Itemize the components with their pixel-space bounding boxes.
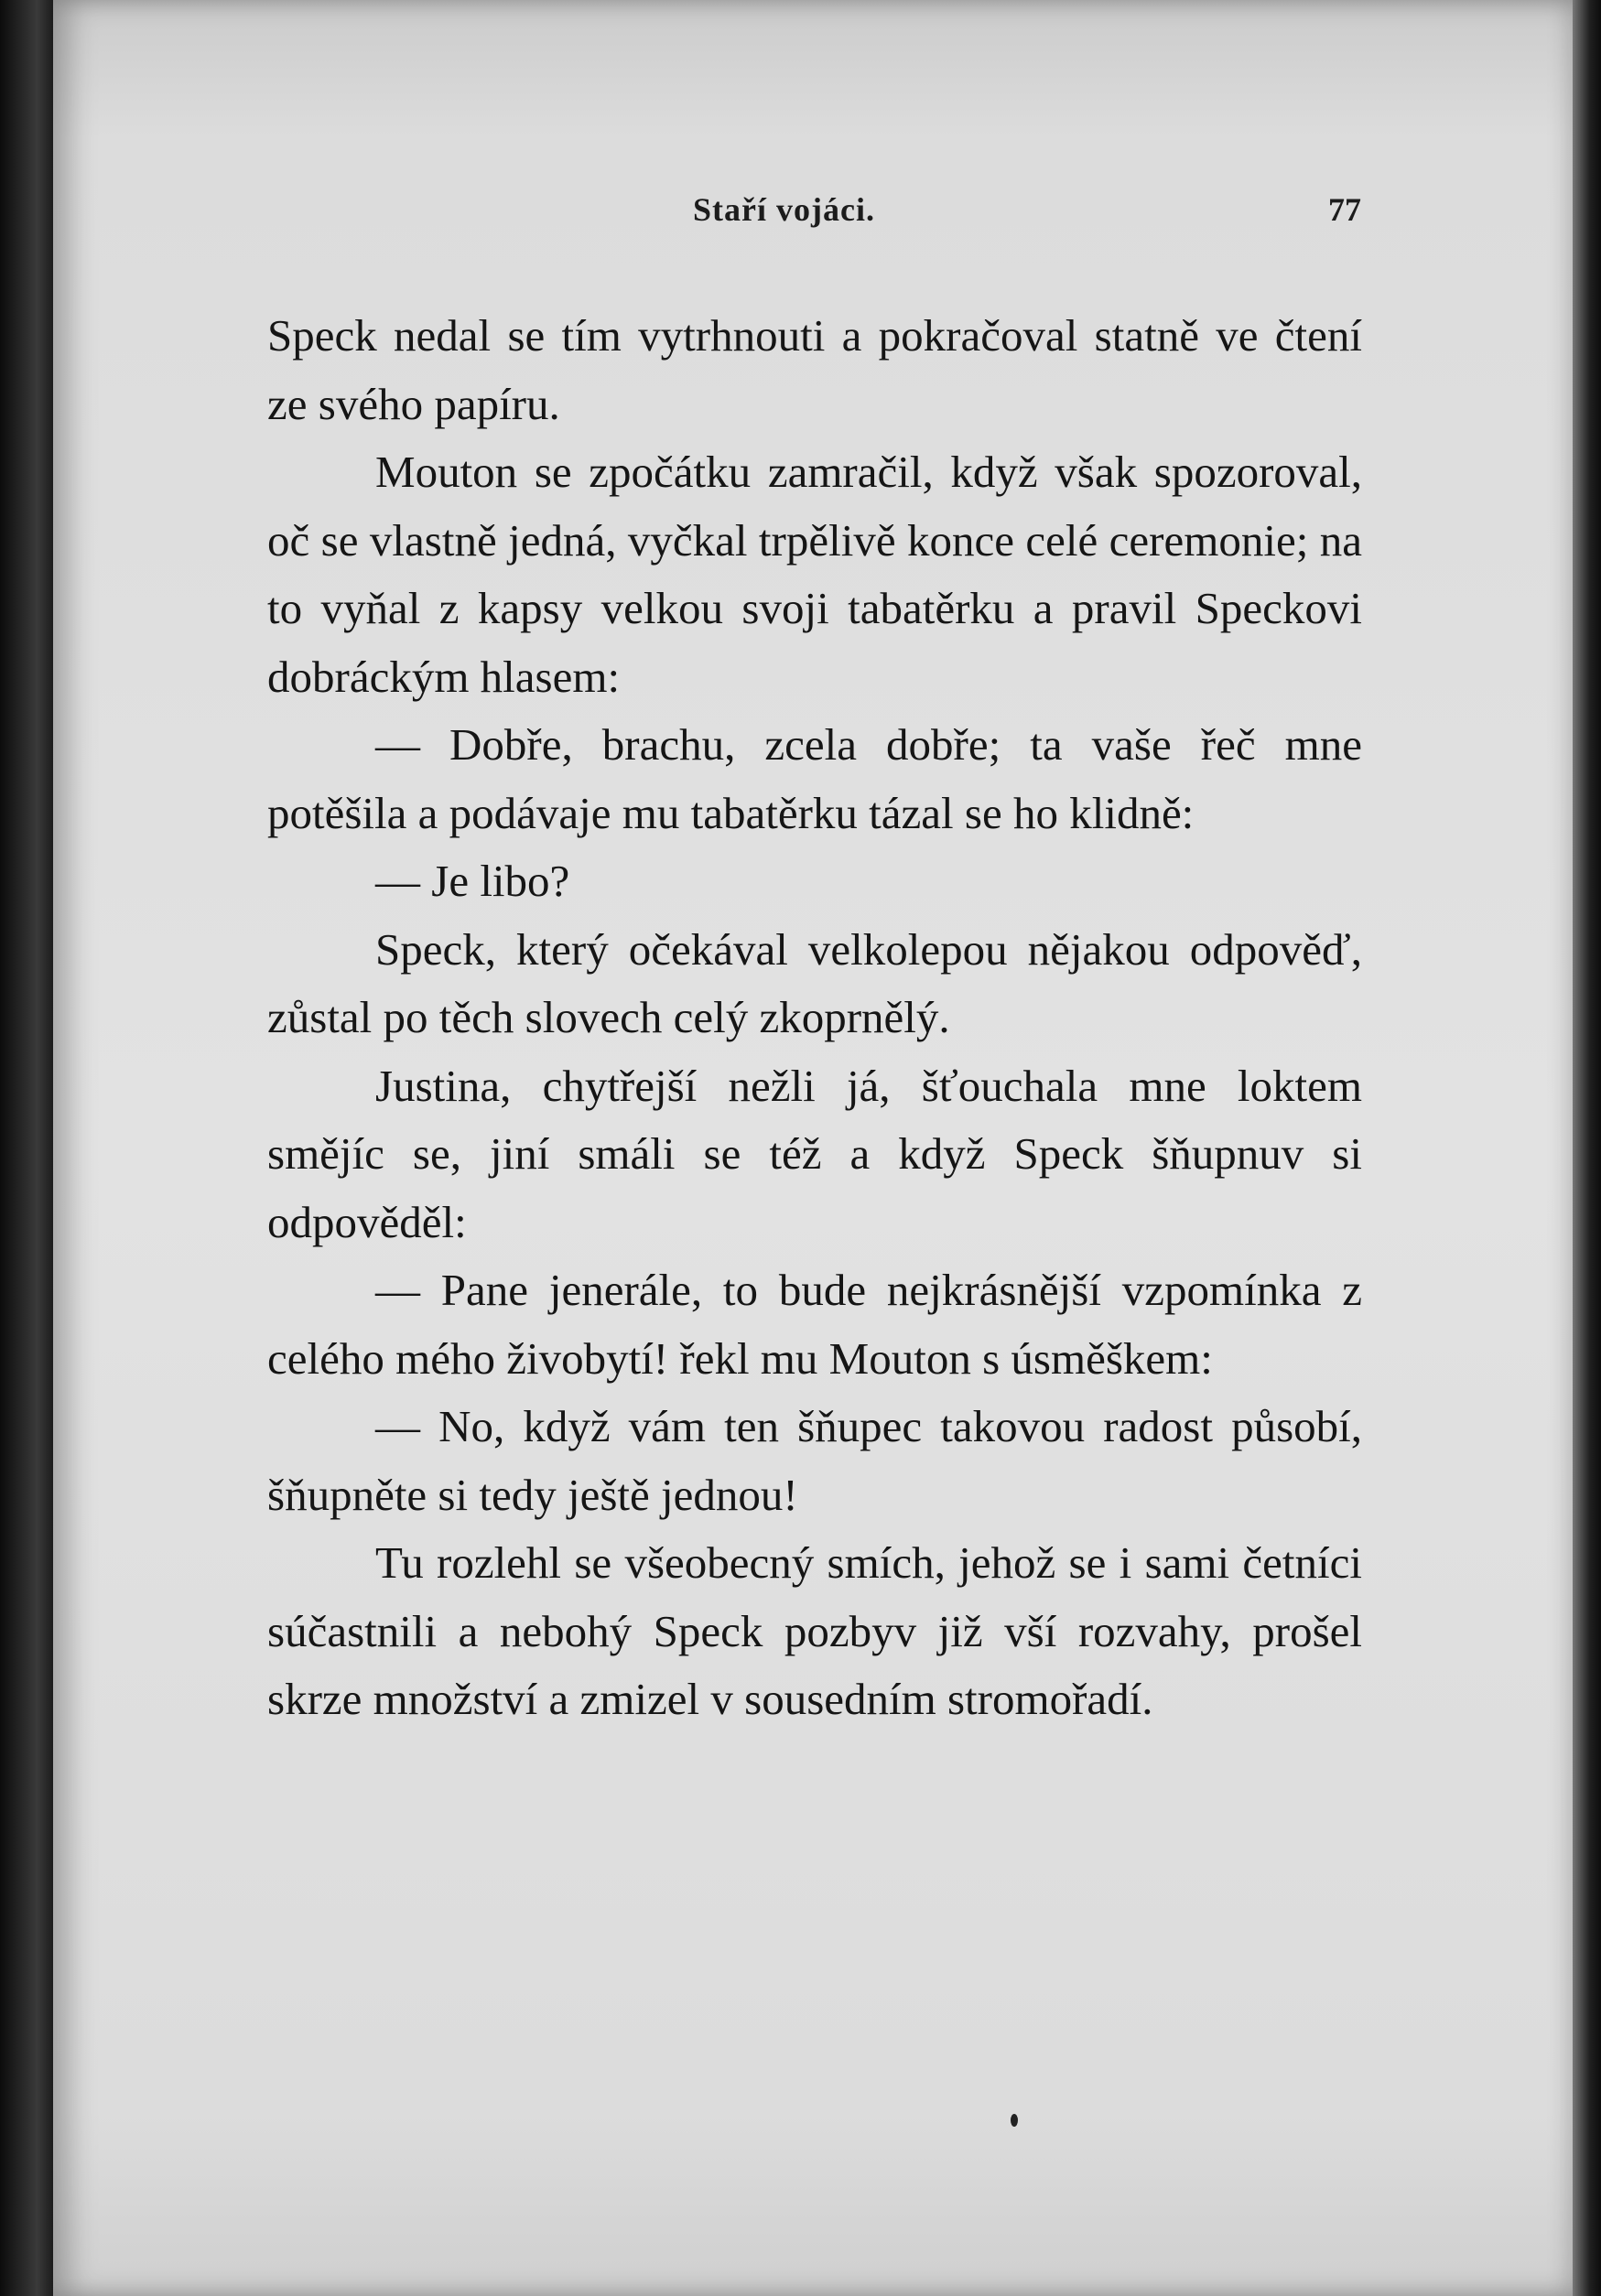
paragraph: — No, když vám ten šňupec takovou radost působí, šňupněte si tedy ještě jednou! (267, 1401, 1362, 1520)
page-right-edge (1573, 0, 1601, 2296)
page-header (693, 190, 1361, 236)
paragraph: Justina, chytřejší nežli já, šťouchala mne loktem smějíc se, jiní smáli se též a když Speck šňupnuv si odpověděl: (267, 1060, 1362, 1247)
page-number: 77 (1328, 191, 1361, 228)
paragraph: — Dobře, brachu, zcela dobře; ta vaše řeč mne potěšila a podávaje mu tabatěrku tázal se ho klidně: (267, 719, 1362, 838)
running-head: Staří vojáci. (693, 191, 875, 228)
paragraph: Speck, který očekával velkolepou nějakou odpověď, zůstal po těch slovech celý zkoprnělý. (267, 923, 1362, 1042)
paragraph: — Je libo? (375, 856, 570, 906)
ink-speck (1011, 2114, 1018, 2127)
paragraph: Tu rozlehl se všeobecný smích, jehož se i sami četníci súčastnili a nebohý Speck pozbyv již vší rozvahy, prošel skrze množství a zmizel v sousedním stromořadí. (267, 1537, 1362, 1724)
book-spine-shadow (0, 0, 53, 2296)
paragraph: Mouton se zpočátku zamračil, když však spozoroval, oč se vlastně jedná, vyčkal trpělivě konce celé ceremonie; na to vyňal z kapsy velkou svoji tabatěrku a pravil Speckovi dobráckým hlasem: (267, 447, 1362, 702)
body-text (267, 302, 1362, 1734)
paragraph: Speck nedal se tím vytrhnouti a pokračoval statně ve čtení ze svého papíru. (267, 310, 1362, 429)
paragraph: — Pane jenerále, to bude nejkrásnější vzpomínka z celého mého živobytí! řekl mu Mouton s úsměškem: (267, 1265, 1362, 1384)
